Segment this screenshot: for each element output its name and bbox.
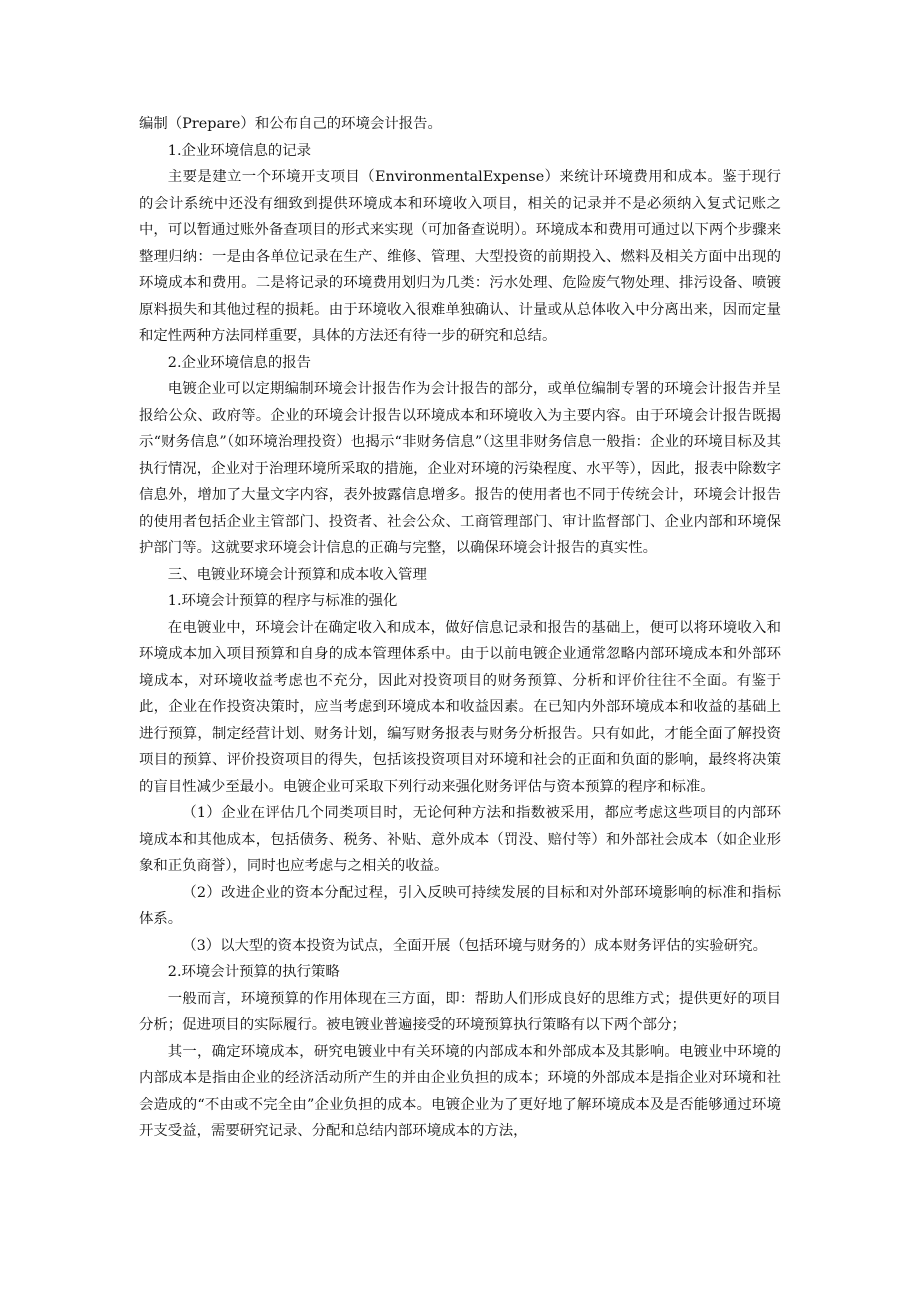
body-paragraph: （3）以大型的资本投资为试点，全面开展（包括环境与财务的）成本财务评估的实验研究。 bbox=[182, 937, 767, 954]
body-paragraph: 主要是建立一个环境开支项目（EnvironmentalExpense）来统计环境费用和成本。鉴于现行的会计系统中还没有细致到提供环境成本和环境收入项目，相关的记录并不是必须纳入复式记账之中，可以暂通过账外备查项目的形式来实现（可加备查说明）。环境成本和费用可通过以下两个步骤来整理归纳：一是由各单位记录在生产、维修、管理、大型投资的前期投入、燃料及相关方面中出现的环境成本和费用。二是将记录的环境费用划归为几类：污水处理、危险废气物处理、排污设备、喷镀原料损失和其他过程的损耗。由于环境收入很难单独确认、计量或从总体收入中分离出来，因而定量和定性两种方法同样重要，具体的方法还有待一步的研究和总结。 bbox=[139, 169, 781, 344]
section-heading: 1.环境会计预算的程序与标准的强化 bbox=[167, 593, 398, 609]
body-paragraph: （2）改进企业的资本分配过程，引入反映可持续发展的目标和对外部环境影响的标准和指标体系。 bbox=[139, 884, 781, 927]
body-paragraph: 电镀企业可以定期编制环境会计报告作为会计报告的部分，或单位编制专署的环境会计报告并呈报给公众、政府等。企业的环境会计报告以环境成本和环境收入为主要内容。由于环境会计报告既揭示“财务信息”（如环境治理投资）也揭示“非财务信息”（这里非财务信息一般指：企业的环境目标及其执行情况，企业对于治理环境所采取的措施，企业对环境的污染程度、水平等），因此，报表中除数字信息外，增加了大量文字内容，表外披露信息增多。报告的使用者也不同于传统会计，环境会计报告的使用者包括企业主管部门、投资者、社会公众、工商管理部门、审计监督部门、企业内部和环境保护部门等。这就要求环境会计信息的正确与完整，以确保环境会计报告的真实性。 bbox=[139, 381, 781, 556]
section-heading: 2.企业环境信息的报告 bbox=[167, 354, 312, 371]
section-heading: 2.环境会计预算的执行策略 bbox=[167, 964, 340, 980]
body-paragraph: 一般而言，环境预算的作用体现在三方面，即：帮助人们形成良好的思维方式；提供更好的项目分析；促进项目的实际履行。被电镀业普遍接受的环境预算执行策略有以下两个部分； bbox=[139, 990, 781, 1033]
document-body bbox=[139, 111, 781, 1145]
body-paragraph: 编制（Prepare）和公布自己的环境会计报告。 bbox=[139, 116, 442, 132]
body-paragraph: 其一，确定环境成本，研究电镀业中有关环境的内部成本和外部成本及其影响。电镀业中环境的内部成本是指由企业的经济活动所产生的并由企业负担的成本；环境的外部成本是指企业对环境和社会造成的“不由或不完全由”企业负担的成本。电镀企业为了更好地了解环境成本及是否能够通过环境开支受益，需要研究记录、分配和总结内部环境成本的方法， bbox=[139, 1043, 781, 1139]
section-heading: 1.企业环境信息的记录 bbox=[167, 142, 312, 159]
body-paragraph: （1）企业在评估几个同类项目时，无论何种方法和指数被采用，都应考虑这些项目的内部环境成本和其他成本，包括债务、税务、补贴、意外成本（罚没、赔付等）和外部社会成本（如企业形象和正负商誉），同时也应考虑与之相关的收益。 bbox=[139, 805, 781, 874]
section-heading: 三、电镀业环境会计预算和成本收入管理 bbox=[167, 566, 427, 583]
body-paragraph: 在电镀业中，环境会计在确定收入和成本，做好信息记录和报告的基础上，便可以将环境收入和环境成本加入项目预算和自身的成本管理体系中。由于以前电镀企业通常忽略内部环境成本和外部环境成本，对环境收益考虑也不充分，因此对投资项目的财务预算、分析和评价往往不全面。有鉴于此，企业在作投资决策时，应当考虑到环境成本和收益因素。在已知内外部环境成本和收益的基础上进行预算，制定经营计划、财务计划，编写财务报表与财务分析报告。只有如此，才能全面了解投资项目的预算、评价投资项目的得失，包括该投资项目对环境和社会的正面和负面的影响，最终将决策的盲目性减少至最小。电镀企业可采取下列行动来强化财务评估与资本预算的程序和标准。 bbox=[139, 619, 781, 795]
